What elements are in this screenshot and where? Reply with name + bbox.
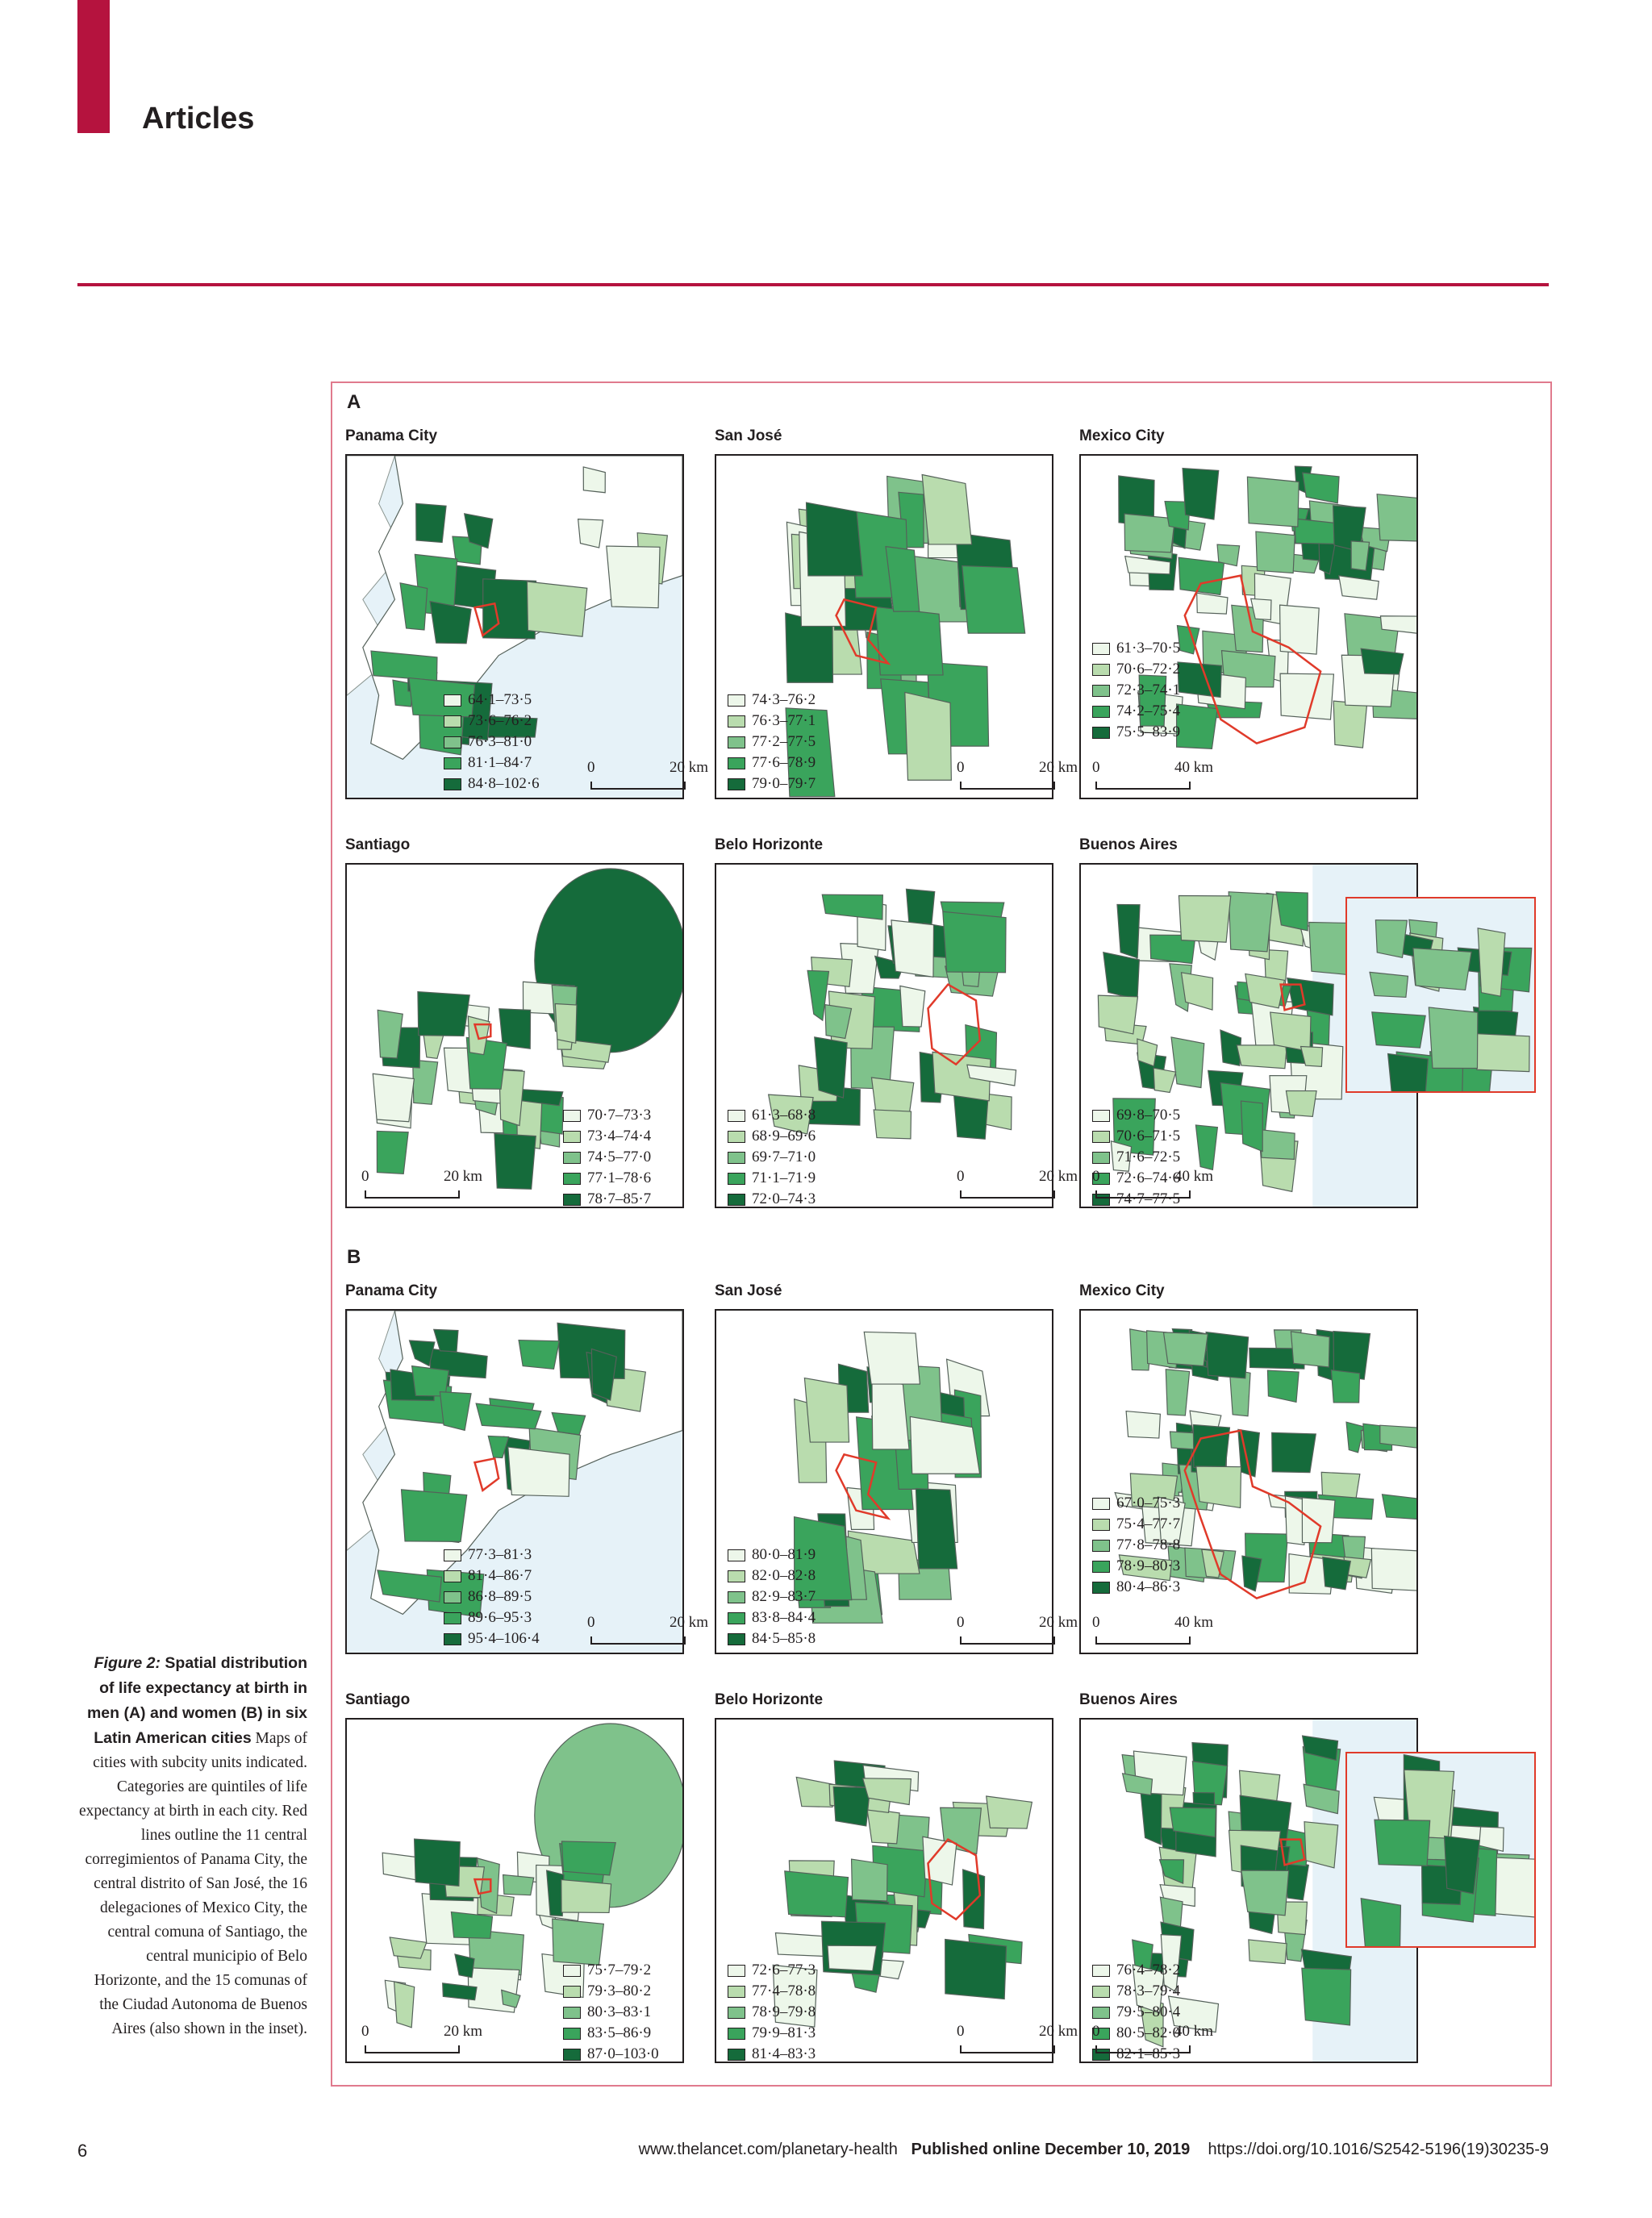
legend-label: 80·4–86·3 [1116, 1578, 1181, 1595]
legend-item [728, 1628, 816, 1649]
legend-swatch [728, 1131, 745, 1143]
map-title-panama-city: Panama City [345, 1282, 438, 1299]
legend-label: 74·7–77·5 [1116, 1190, 1181, 1207]
scale-line [590, 782, 686, 790]
legend-label: 75·5–83·9 [1116, 723, 1181, 740]
legend-swatch [728, 1173, 745, 1185]
legend-swatch [1092, 727, 1110, 739]
legend-label: 77·4–78·8 [752, 1982, 816, 1999]
map-title-belo-horizonte: Belo Horizonte [715, 1691, 824, 1708]
legend-item [1092, 701, 1180, 722]
legend-item [1092, 638, 1180, 659]
scale-zero: 0 [361, 1168, 369, 1185]
legend-label: 76·4–78·2 [1116, 1962, 1181, 1978]
panel-label-b: B [347, 1246, 361, 1268]
legend-label: 84·5–85·8 [752, 1630, 816, 1647]
legend-swatch [728, 1612, 745, 1624]
legend-swatch [728, 1986, 745, 1998]
choropleth-map-mexico-city [1079, 1309, 1418, 1654]
scale-bar [957, 1614, 1078, 1646]
legend-label: 70·6–71·5 [1116, 1128, 1181, 1144]
scale-distance: 40 km [1174, 2023, 1213, 2040]
legend-item [728, 1545, 816, 1566]
scale-line [365, 2045, 460, 2053]
legend-label: 70·6–72·2 [1116, 661, 1181, 677]
legend-swatch [1092, 1498, 1110, 1510]
legend-mexico-city [1092, 638, 1180, 743]
inset-shapes [1347, 898, 1534, 1091]
legend-item [563, 1960, 659, 1981]
legend-label: 77·3–81·3 [468, 1546, 532, 1563]
section-accent-bar [77, 0, 110, 133]
legend-label: 80·0–81·9 [752, 1546, 816, 1563]
legend-swatch [444, 1612, 461, 1624]
legend-swatch [728, 715, 745, 728]
legend-item [728, 732, 816, 753]
legend-item [563, 1168, 651, 1189]
legend-item [728, 1586, 816, 1607]
legend-swatch [444, 1633, 461, 1645]
legend-item [444, 711, 540, 732]
legend-item [444, 690, 540, 711]
legend-swatch [1092, 1986, 1110, 1998]
scale-line [1095, 782, 1191, 790]
legend-swatch [728, 757, 745, 769]
legend-swatch [563, 1965, 581, 1977]
legend-item [1092, 1577, 1180, 1598]
legend-item [444, 732, 540, 753]
legend-label: 77·2–77·5 [752, 733, 816, 750]
legend-swatch [1092, 1540, 1110, 1552]
legend-label: 81·4–83·3 [752, 2045, 816, 2062]
legend-label: 79·9–81·3 [752, 2024, 816, 2041]
scale-bar [587, 759, 708, 791]
legend-item [728, 1607, 816, 1628]
legend-swatch [728, 1549, 745, 1561]
scale-line [1095, 1190, 1191, 1199]
scale-bar [957, 759, 1078, 791]
map-shapes [1081, 456, 1416, 798]
legend-swatch [563, 1986, 581, 1998]
scale-zero: 0 [1092, 759, 1100, 776]
legend-label: 81·4–86·7 [468, 1567, 532, 1584]
legend-belo-horizonte [728, 1960, 816, 2065]
map-shapes [1081, 1311, 1416, 1653]
legend-item [563, 2023, 659, 2044]
scale-bar [957, 2023, 1078, 2055]
legend-swatch [728, 1633, 745, 1645]
scale-line [960, 1190, 1055, 1199]
publication-date: Published online December 10, 2019 [911, 2141, 1191, 2158]
map-title-santiago: Santiago [345, 836, 411, 853]
legend-item [728, 1168, 816, 1189]
legend-label: 73·4–74·4 [587, 1128, 652, 1144]
legend-item [728, 711, 816, 732]
legend-santiago [563, 1105, 651, 1210]
legend-swatch [1092, 1561, 1110, 1573]
map-title-mexico-city: Mexico City [1079, 427, 1165, 444]
scale-distance: 20 km [669, 1614, 708, 1631]
legend-label: 81·1–84·7 [468, 754, 532, 771]
legend-item [444, 1586, 540, 1607]
map-title-mexico-city: Mexico City [1079, 1282, 1165, 1299]
legend-label: 77·8–78·8 [1116, 1536, 1181, 1553]
scale-distance: 40 km [1174, 1168, 1213, 1185]
legend-label: 69·8–70·5 [1116, 1107, 1181, 1124]
scale-distance: 20 km [1038, 759, 1078, 776]
legend-swatch [728, 1194, 745, 1206]
figure-2 [331, 381, 1552, 2087]
legend-swatch [1092, 1582, 1110, 1594]
legend-item [1092, 659, 1180, 680]
legend-swatch [728, 2049, 745, 2061]
legend-label: 82·9–83·7 [752, 1588, 816, 1605]
legend-label: 82·1–85·3 [1116, 2045, 1181, 2062]
legend-item [1092, 1535, 1180, 1556]
legend-item [728, 1981, 816, 2002]
buenos-aires-inset-map [1345, 1752, 1536, 1948]
legend-belo-horizonte [728, 1105, 816, 1210]
legend-swatch [444, 757, 461, 769]
legend-swatch [563, 2049, 581, 2061]
map-title-san-jos-: San José [715, 1282, 782, 1299]
legend-swatch [563, 2028, 581, 2040]
page-number: 6 [77, 2141, 88, 2161]
legend-item [728, 2023, 816, 2044]
legend-item [563, 2002, 659, 2023]
legend-label: 83·5–86·9 [587, 2024, 652, 2041]
legend-swatch [728, 778, 745, 790]
legend-label: 89·6–95·3 [468, 1609, 532, 1626]
legend-label: 77·1–78·6 [587, 1169, 652, 1186]
legend-item [444, 1566, 540, 1586]
legend-label: 73·6–76·2 [468, 712, 532, 729]
legend-label: 78·9–79·8 [752, 2003, 816, 2020]
legend-swatch [728, 1570, 745, 1582]
legend-swatch [563, 1194, 581, 1206]
legend-swatch [728, 694, 745, 707]
legend-mexico-city [1092, 1493, 1180, 1598]
legend-swatch [1092, 685, 1110, 697]
legend-item [1092, 2002, 1180, 2023]
caption-label: Figure 2: Spatial distribution of life expectancy at birth in men (A) and women (B) in six Latin American cities [86, 1654, 307, 1747]
scale-bar [1092, 759, 1213, 791]
legend-swatch [728, 1152, 745, 1164]
legend-swatch [1092, 1965, 1110, 1977]
legend-label: 70·7–73·3 [587, 1107, 652, 1124]
legend-item [728, 1189, 816, 1210]
scale-zero: 0 [957, 1168, 965, 1185]
scale-bar [1092, 1614, 1213, 1646]
legend-item [728, 1566, 816, 1586]
buenos-aires-inset-map [1345, 897, 1536, 1093]
legend-swatch [728, 1965, 745, 1977]
legend-swatch [444, 694, 461, 707]
scale-line [365, 1190, 460, 1199]
legend-swatch [728, 1591, 745, 1603]
panel-label-a: A [347, 391, 361, 413]
legend-item [728, 773, 816, 794]
legend-item [444, 1628, 540, 1649]
scale-distance: 20 km [443, 2023, 482, 2040]
scale-distance: 20 km [669, 759, 708, 776]
legend-swatch [444, 1570, 461, 1582]
scale-line [1095, 1636, 1191, 1645]
legend-label: 76·3–81·0 [468, 733, 532, 750]
legend-swatch [444, 736, 461, 748]
legend-label: 78·3–79·4 [1116, 1982, 1181, 1999]
legend-swatch [1092, 643, 1110, 655]
scale-bar [1092, 1168, 1213, 1200]
legend-swatch [1092, 1152, 1110, 1164]
legend-swatch [1092, 1519, 1110, 1531]
header-rule [77, 283, 1549, 286]
legend-item [1092, 722, 1180, 743]
legend-label: 80·5–82·0 [1116, 2024, 1181, 2041]
scale-line [1095, 2045, 1191, 2053]
legend-item [728, 1960, 816, 1981]
section-title: Articles [142, 102, 255, 135]
legend-item [728, 1105, 816, 1126]
legend-swatch [563, 1173, 581, 1185]
legend-item [563, 1189, 651, 1210]
legend-item [563, 1126, 651, 1147]
legend-item [728, 2002, 816, 2023]
scale-zero: 0 [957, 759, 965, 776]
scale-distance: 40 km [1174, 759, 1213, 776]
legend-label: 71·6–72·5 [1116, 1149, 1181, 1165]
legend-item [728, 753, 816, 773]
legend-label: 74·2–75·4 [1116, 703, 1181, 719]
legend-label: 71·1–71·9 [752, 1169, 816, 1186]
legend-item [728, 690, 816, 711]
legend-label: 78·7–85·7 [587, 1190, 652, 1207]
legend-label: 64·1–73·5 [468, 691, 532, 708]
scale-bar [361, 1168, 482, 1200]
legend-item [444, 753, 540, 773]
legend-label: 82·0–82·8 [752, 1567, 816, 1584]
legend-swatch [563, 1131, 581, 1143]
legend-item [444, 1545, 540, 1566]
scale-line [590, 1636, 686, 1645]
scale-distance: 20 km [443, 1168, 482, 1185]
scale-zero: 0 [587, 759, 595, 776]
legend-swatch [444, 715, 461, 728]
legend-label: 74·5–77·0 [587, 1149, 652, 1165]
scale-zero: 0 [1092, 1614, 1100, 1631]
scale-line [960, 2045, 1055, 2053]
scale-zero: 0 [957, 2023, 965, 2040]
doi-link[interactable]: https://doi.org/10.1016/S2542-5196(19)30235-9 [1208, 2141, 1549, 2158]
legend-item [1092, 1493, 1180, 1514]
scale-zero: 0 [587, 1614, 595, 1631]
legend-label: 76·3–77·1 [752, 712, 816, 729]
legend-label: 83·8–84·4 [752, 1609, 816, 1626]
legend-item [1092, 1126, 1180, 1147]
legend-label: 75·7–79·2 [587, 1962, 652, 1978]
legend-swatch [444, 1591, 461, 1603]
page-footer [639, 2141, 1549, 2159]
legend-swatch [728, 2028, 745, 2040]
legend-label: 72·6–74·6 [1116, 1169, 1181, 1186]
scale-distance: 20 km [1038, 1614, 1078, 1631]
legend-swatch [444, 778, 461, 790]
legend-santiago [563, 1960, 659, 2065]
legend-label: 72·6–77·3 [752, 1962, 816, 1978]
scale-zero: 0 [1092, 2023, 1100, 2040]
legend-panama-city [444, 1545, 540, 1649]
legend-swatch [1092, 1131, 1110, 1143]
journal-url[interactable]: www.thelancet.com/planetary-health [638, 2141, 898, 2158]
choropleth-map-mexico-city [1079, 454, 1418, 799]
legend-san-jos- [728, 690, 816, 794]
legend-swatch [1092, 664, 1110, 676]
legend-label: 80·3–83·1 [587, 2003, 652, 2020]
legend-item [444, 773, 540, 794]
legend-label: 68·9–69·6 [752, 1128, 816, 1144]
scale-bar [361, 2023, 482, 2055]
scale-bar [587, 1614, 708, 1646]
scale-distance: 40 km [1174, 1614, 1213, 1631]
legend-label: 78·9–80·3 [1116, 1557, 1181, 1574]
legend-item [1092, 1514, 1180, 1535]
legend-label: 95·4–106·4 [468, 1630, 540, 1647]
legend-item [728, 2044, 816, 2065]
legend-item [1092, 1960, 1180, 1981]
scale-zero: 0 [361, 2023, 369, 2040]
legend-swatch [1092, 706, 1110, 718]
legend-swatch [444, 1549, 461, 1561]
legend-label: 61·3–68·8 [752, 1107, 816, 1124]
legend-item [728, 1147, 816, 1168]
legend-label: 69·7–71·0 [752, 1149, 816, 1165]
scale-zero: 0 [1092, 1168, 1100, 1185]
legend-label: 79·0–79·7 [752, 775, 816, 792]
map-title-buenos-aires: Buenos Aires [1079, 836, 1178, 853]
legend-item [1092, 680, 1180, 701]
legend-item [728, 1126, 816, 1147]
legend-swatch [563, 2007, 581, 2019]
legend-swatch [728, 736, 745, 748]
legend-label: 72·0–74·3 [752, 1190, 816, 1207]
legend-swatch [728, 1110, 745, 1122]
legend-swatch [563, 1152, 581, 1164]
map-title-buenos-aires: Buenos Aires [1079, 1691, 1178, 1708]
caption-body: Maps of cities with subcity units indicated. Categories are quintiles of life expectancy at birth in each city. Red lines outline the 11 central corregimientos of Panama City, the central distrito of San José, the 16 delegaciones of Mexico City, the central comuna of Santiago, the central municipio of Belo Horizonte, and the 15 comunas of the Ciudad Autonoma de Buenos Aires (also shown in the inset). [79, 1730, 307, 2037]
legend-swatch [1092, 1110, 1110, 1122]
legend-item [444, 1607, 540, 1628]
legend-item [563, 1147, 651, 1168]
legend-swatch [563, 1110, 581, 1122]
legend-label: 74·3–76·2 [752, 691, 816, 708]
legend-panama-city [444, 690, 540, 794]
legend-item [563, 2044, 659, 2065]
legend-swatch [728, 2007, 745, 2019]
legend-item [1092, 1105, 1180, 1126]
legend-label: 84·8–102·6 [468, 775, 540, 792]
scale-distance: 20 km [1038, 2023, 1078, 2040]
scale-distance: 20 km [1038, 1168, 1078, 1185]
inset-shapes [1347, 1753, 1534, 1946]
legend-label: 87·0–103·0 [587, 2045, 659, 2062]
scale-zero: 0 [957, 1614, 965, 1631]
legend-label: 86·8–89·5 [468, 1588, 532, 1605]
map-title-santiago: Santiago [345, 1691, 411, 1708]
scale-line [960, 782, 1055, 790]
legend-label: 79·5–80·4 [1116, 2003, 1181, 2020]
figure-caption [77, 1651, 307, 2041]
map-title-belo-horizonte: Belo Horizonte [715, 836, 824, 853]
legend-label: 75·4–77·7 [1116, 1515, 1181, 1532]
legend-san-jos- [728, 1545, 816, 1649]
legend-label: 72·3–74·1 [1116, 682, 1181, 698]
map-title-san-jos-: San José [715, 427, 782, 444]
legend-label: 77·6–78·9 [752, 754, 816, 771]
scale-line [960, 1636, 1055, 1645]
scale-bar [1092, 2023, 1213, 2055]
legend-item [1092, 1981, 1180, 2002]
legend-swatch [1092, 2007, 1110, 2019]
legend-item [563, 1981, 659, 2002]
scale-bar [957, 1168, 1078, 1200]
legend-label: 61·3–70·5 [1116, 640, 1181, 657]
map-title-panama-city: Panama City [345, 427, 438, 444]
legend-item [563, 1105, 651, 1126]
legend-label: 79·3–80·2 [587, 1982, 652, 1999]
legend-label: 67·0–75·3 [1116, 1495, 1181, 1511]
legend-item [1092, 1556, 1180, 1577]
legend-item [1092, 1147, 1180, 1168]
